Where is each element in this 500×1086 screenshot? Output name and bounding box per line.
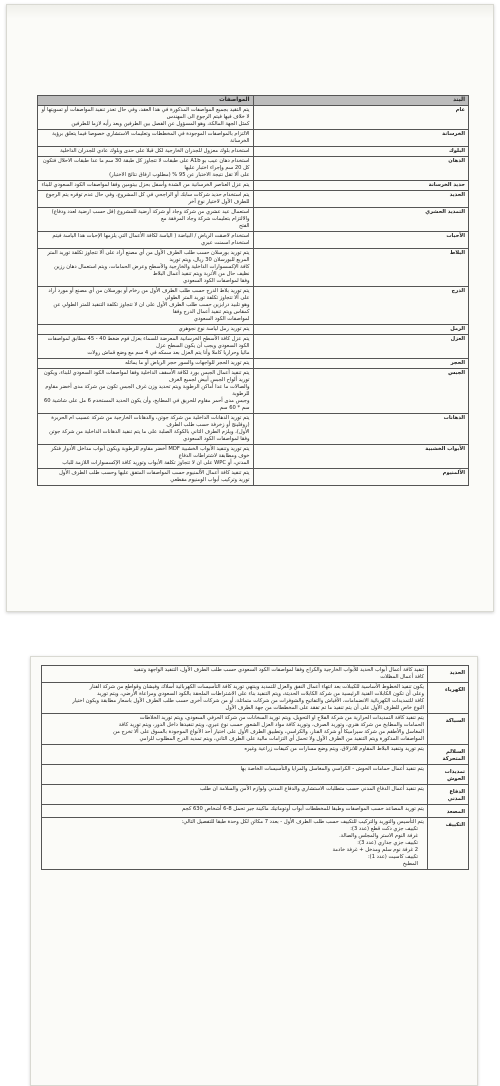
table-row xyxy=(38,191,469,208)
table-row xyxy=(38,469,469,486)
table-row xyxy=(38,181,469,191)
spec-bullet: 2 غرفة نوم سلم ومدخل + غرفة خادمة xyxy=(332,847,418,853)
table-row xyxy=(42,745,469,765)
spec-text: المدني، أو WPC على ان لا تتجاوز تكلفة الأبواب وتوريد كافة الإكسسوارات اللازمة للباب xyxy=(62,460,250,466)
table-row xyxy=(38,106,469,130)
row-item-label: تمديدات الحوش xyxy=(428,765,469,785)
spec-text: توريد وتركيب أبواب الومنيوم مقطعي xyxy=(170,477,250,483)
table-row xyxy=(38,157,469,181)
row-spec-cell xyxy=(38,130,254,147)
row-item-label: الجبس xyxy=(253,369,469,414)
table-row xyxy=(38,249,469,287)
table-row xyxy=(42,666,469,683)
row-spec-cell xyxy=(38,335,254,359)
row-item-label: الحجر xyxy=(253,359,469,369)
spec-text: يتم توريد الحجر للواجهات والسور حجر الرياض أو ما يماثله xyxy=(125,360,250,366)
row-spec-cell xyxy=(38,359,254,369)
spec-text: كافة للتمديدات الكهربائية الانضمامات، الأفياش والتفاتيح والشوفرات من شركات متماثلة، أو من شركات أخرى حسب طلب الطرف الأول باسعار مطابقة ويكون اختيار xyxy=(72,698,424,704)
row-item-label: السلالم المتحركة xyxy=(428,745,469,765)
row-spec-cell xyxy=(38,369,254,414)
row-spec-cell xyxy=(42,714,428,745)
row-item-label: الخرسانة xyxy=(253,130,469,147)
table-row xyxy=(38,325,469,335)
table-row xyxy=(42,683,469,714)
specifications-table-page-1 xyxy=(37,95,469,486)
spec-text: يتم تنفيذ كافة التمديدات الحرارية من شركة الفلاح او التحويل، ويتم توريد السخانات من شركة الحرفي السعودي، ويتم توريد الخلاطات xyxy=(139,715,424,721)
table-row xyxy=(38,232,469,249)
row-item-label: البلاط xyxy=(253,249,469,287)
table-row xyxy=(42,714,469,745)
row-item-label: عام xyxy=(253,106,469,130)
row-item-label: التكييف xyxy=(428,818,469,870)
spec-text: الالتزام بالمواصفات الموجودة في المخططات وتعليمات الاستشاري خصوصا فيما يتعلق برؤية الخرسانة xyxy=(52,131,250,144)
spec-text: وفقا لمواصفات الكود السعودي xyxy=(183,278,250,284)
spec-text: يتم توريد بورسلان حسب طلب الطرف الأول من أي مصنع أراد على ألا تتجاوز تكلفة توريد المتر المربع للبورسلان 30 ريال، ويتم توريد xyxy=(47,250,250,263)
document-page-1 xyxy=(6,4,494,612)
spec-text: لمواصفات الكود السعودي xyxy=(193,316,250,322)
table-row xyxy=(38,208,469,232)
spec-text: يتم توريد بلاط الدرج حسب طلب الطرف الأول من رخام أو بورسلان من أي مصنع أو مورد أراد على ألا تتجاوز تكلفة توريد المتر الطولي xyxy=(48,288,250,301)
spec-bullet: المطبخ xyxy=(402,861,418,867)
row-spec-cell xyxy=(38,325,254,335)
row-spec-cell xyxy=(38,147,254,157)
spec-text: يتم عزل العناصر الخرسانية من الشدة وأسفل بحزل بيتومين وفقا لمواصفات الكود السعودي للبناء xyxy=(41,182,250,188)
spec-text: يتم توريد المصاعد حسب المواصفات وطبقا للمخططات أبواب أوتوماتيك ماكينة جير تحمل 8-6 أشخاص 630 كجم xyxy=(182,806,424,812)
row-spec-cell xyxy=(42,683,428,714)
specifications-table-page-2 xyxy=(41,665,469,870)
table-row xyxy=(38,335,469,359)
row-item-label: العزل xyxy=(253,335,469,359)
spec-text: الأول)، ويلزم الطرف الثاني بالكوكة الصلبة على ما يتم تنفيذ الدهانات الداخلية من شركة جوتن وفقا لمواصفات الكود السعودي xyxy=(49,429,250,442)
row-spec-cell xyxy=(38,445,254,469)
spec-bullet: تكييف كاسيت (عدد 1): xyxy=(367,854,418,860)
table-body-page-2 xyxy=(42,666,469,870)
row-item-label: الألمنيوم xyxy=(253,469,469,486)
row-item-label: الدهانات xyxy=(253,414,469,445)
row-spec-cell xyxy=(42,818,428,870)
row-item-label: الحديد xyxy=(253,191,469,208)
table-row xyxy=(42,818,469,870)
row-item-label: البلوك xyxy=(253,147,469,157)
header-spec: المواصفات xyxy=(38,96,254,106)
row-spec-cell xyxy=(38,181,254,191)
spec-bullet: غرفة النوم الاستر والمجلس والصالة. xyxy=(339,833,418,839)
spec-text: يتم التقيد بجميع المواصفات المذكورة في هذا العقد، وفي حال تعذر تنفيذ المواصفات أو تسويتها أو لا خلاف فيها فيتم الرجوع الى المهندس xyxy=(41,107,250,120)
table-row xyxy=(42,785,469,805)
table-row xyxy=(38,414,469,445)
row-spec-cell xyxy=(42,666,428,683)
spec-bullet: تكييف جزي دكت قطع (عدد 3): xyxy=(350,826,418,832)
row-item-label: الكهرباء xyxy=(428,683,469,714)
row-spec-cell xyxy=(38,191,254,208)
row-spec-cell xyxy=(38,469,254,486)
spec-text: الحمامات والمطابخ من شركة هنري، وتوريد الصرف، وتوريد كافة مواد العزل الشعور حسب نوع عيري، ويتم تنفيذها داخل الدور، ويتم توريد كافة xyxy=(118,722,424,728)
row-spec-cell xyxy=(42,765,428,785)
table-header-row xyxy=(38,96,469,106)
spec-text: يتم تنفيذ أعمال حمامات الحوش - الكراسي والمغاسل والمرايا والتأسيسات الخاصة بها xyxy=(240,766,424,772)
spec-text: يتم توريد وتنفيذ البلاط المقاوم للانزلاق، ويتم وضع مسارات من كنيفات زراعية وغيره xyxy=(244,746,424,752)
spec-text: استعمال عيد عشري من شركة وجاد أو شركة أرضية للمشروع (فل حسب ارضية لعدد ودفاع) والالتزام بتعليمات شركة وجاد المرفقة مع xyxy=(51,209,250,222)
spec-text: النوع خاص للطرف الأول على أن يتم تنفيذ ما تم تفقد على المخططات من جهة الطرف الأول xyxy=(225,705,424,711)
row-item-label: التمديد الحشري xyxy=(253,208,469,232)
row-item-label: السباكة xyxy=(428,714,469,745)
spec-text: كافة الإكسسوارات الداخلية والخارجية والأسطح وعرض الحمامات، ويتم استعمال دهان رزين نظيف حال من الأتربة ويتم تنفيذ أعمال البلاط xyxy=(54,264,250,277)
spec-text: يتم توريد رمل لياسة نوع نجوهري xyxy=(178,326,250,332)
row-spec-cell xyxy=(38,208,254,232)
spec-text: وهو تلبيد درابزين حسب طلب الطرف الأول على ان لا تتجاوز تكلفة التنفيذ للمتر الطولي عن كمقاس ويتم تنفيذ أعمال الدرج وفقا xyxy=(53,302,250,315)
spec-text: مائيا وحراريا كاملا وأنا يتم العزل بعد سمكه في 4 سم مع وضع قماش رولات xyxy=(87,350,250,356)
spec-text: استخدام لاصقت الرياض / البياضة ( الياسة لكافة الأعمال التي يلزمها الإحبات هذا الياسة فيتم استخدام اسمنت عيري xyxy=(52,233,250,246)
row-item-label: الحديد xyxy=(428,666,469,683)
row-item-label: المصعد xyxy=(428,805,469,818)
table-row xyxy=(38,287,469,325)
spec-bullet: تكييف جزي جداري (عدد 3): xyxy=(357,840,418,846)
table-row xyxy=(42,805,469,818)
spec-text: وجبس مدى أحمر مقاوم للحريق في المطابخ، وأن يكون الحديد المستخدم 6 مل على شاشية 60 سم * 60 سم xyxy=(43,398,250,411)
spec-text: استخدام دهان عيب بو A1b على طبقات لا تتجاوز كل طبقة 30 سم ما عدا طبقات الاحلال فتكون كل 20 سم وإجراء اختبار عليها xyxy=(42,158,250,171)
spec-text: يتم عزل كافة الأسطح الخرسانية المعرضة للسماء بعزل فوم ضغط 40 - 45 مطابق لمواصفات الكود السعودي ويجب أن يكون السطح عزل xyxy=(47,336,250,349)
row-item-label: الدفاع المدني xyxy=(428,785,469,805)
spec-text: يتم تنفيذ أعمال الجبس بورد لكافة الأسقف الداخلية وفقا لمواصفات الكود السعودي للبناء، ويكون توريد ألواح الجبس أبيض لجميع الغرف xyxy=(43,370,250,383)
spec-text: يتم توريد الدهانات الداخلية من شركة جوتن، والدهانات الخارجية من شركة عسيب ام الحريرة (روفلينج أو زخرفة حسب طلب الطرف xyxy=(51,415,250,428)
row-spec-cell xyxy=(42,805,428,818)
spec-text: يتم التأسيس والتوريد والتركيب للتكييف حسب طلب الطرف الأول - بعدد 7 مكائن لكل وحدة طبقا للتفصيل التالي: xyxy=(181,819,424,825)
row-spec-cell xyxy=(38,287,254,325)
spec-text: المغاسل والأطقم من شركة سيراميكا أو شركة الفنار، والكراسي، وتطبيق الطرف الأول على اختيار أحد الأنواع الموجودة بالسوق على ألا تخرج من xyxy=(113,729,424,735)
header-item: البند xyxy=(253,96,469,106)
table-row xyxy=(38,369,469,414)
spec-text: الفتح xyxy=(238,223,250,229)
row-item-label: الأبواب الخشبية xyxy=(253,445,469,469)
row-spec-cell xyxy=(42,785,428,805)
row-spec-cell xyxy=(38,106,254,130)
spec-text: تنفيذ كافة أعمال أبواب الحديد للأبواب الخارجية والكراج وفقا لمواصفات الكود السعودي حسب طلب الطرف الأول، التنفيذ الواجهة وتنفيذ xyxy=(133,667,424,673)
spec-text: على ألا تقل نتيجة الاختبار عن 95 % (مطلوب ارفاق نتائج الاختبار) xyxy=(109,172,250,178)
row-item-label: حديد الخرسانة xyxy=(253,181,469,191)
document-page-2 xyxy=(30,656,478,1086)
table-row xyxy=(38,130,469,147)
spec-text: كافة أعمال المظلات xyxy=(380,674,424,680)
spec-text: كمثل الجهة المالكة، وهو المسؤول عن الفصل بين الطرفين وبعد رأيه لازما للطرفين xyxy=(71,121,250,127)
spec-text: يتم تنفيذ أعمال الدفاع المدني حسب متطلبات الاستشاري والدفاع المدني ولوازم الأمن والسلامة ان طلب xyxy=(199,786,424,792)
table-row xyxy=(38,445,469,469)
table-body-page-1 xyxy=(38,106,469,486)
spec-text: يتم استخدام حديد شركات سابك أو الراجحي في كل المشروع، وفي حال عدم توفره يتم الرجوع للطرف الأول لاختيار نوع آخر xyxy=(45,192,250,205)
row-spec-cell xyxy=(38,249,254,287)
row-spec-cell xyxy=(42,745,428,765)
spec-text: يتم توريد وتنفيذ الأبواب الخشبية MDF أخضر مقاوم للرطوبة ويكون أبواب مداخل الأدوار فتكر خوف ومطابقة لاشتراطات الدفاع xyxy=(51,446,250,459)
row-item-label: الدرج xyxy=(253,287,469,325)
spec-text: يكون تنفيذ الخطوط الأساسية للكيبلات بعد انتهاء أعمال النفق والعزل للتمديد وينتهي توريد كافة التأسيسات الكهربائية أسلاك وفيشان وقواطع من شركة الفنار xyxy=(89,684,424,690)
spec-text: والصالات ما عدا أماكن الرطوبة ويتم تحديد وزن غرف الجبس تكون من شركة مدى أخضر مقاوم للرطوبة xyxy=(45,384,250,397)
row-spec-cell xyxy=(38,157,254,181)
row-item-label: الرمل xyxy=(253,325,469,335)
spec-text: يتم تنفيذ كافة أعمال الألمنيوم حسب المواصفات المتفق عليها وحسب طلب الطرف الأول xyxy=(59,470,250,476)
scan-shadow xyxy=(7,5,493,19)
spec-text: استخدام بلوك معزول للجدران الخارجية لكل قبلا على حدى وبلوك عادي للجدران الداخلية xyxy=(60,148,250,154)
row-spec-cell xyxy=(38,232,254,249)
row-item-label: الدهان xyxy=(253,157,469,181)
spec-text: المواصفات المذكورة ويتم التنفيذ من الطرف الأول ولا تحمل أي التزامات مالية على الطرف الثاني، ويتم تمديد الدرج المطلوب للرامي xyxy=(139,736,424,742)
table-row xyxy=(38,359,469,369)
spec-text: وعلى أن تكون الكابلات الفنية الرئيسية من شركة الكابلات الحديثة، ويتم التنفيذ بناء على الاشتراطات الملحقة بالكود السعودي ومراعاة الأرضي، ويتم توريد xyxy=(97,691,424,697)
table-row xyxy=(38,147,469,157)
row-item-label: الأحبات xyxy=(253,232,469,249)
row-spec-cell xyxy=(38,414,254,445)
table-row xyxy=(42,765,469,785)
